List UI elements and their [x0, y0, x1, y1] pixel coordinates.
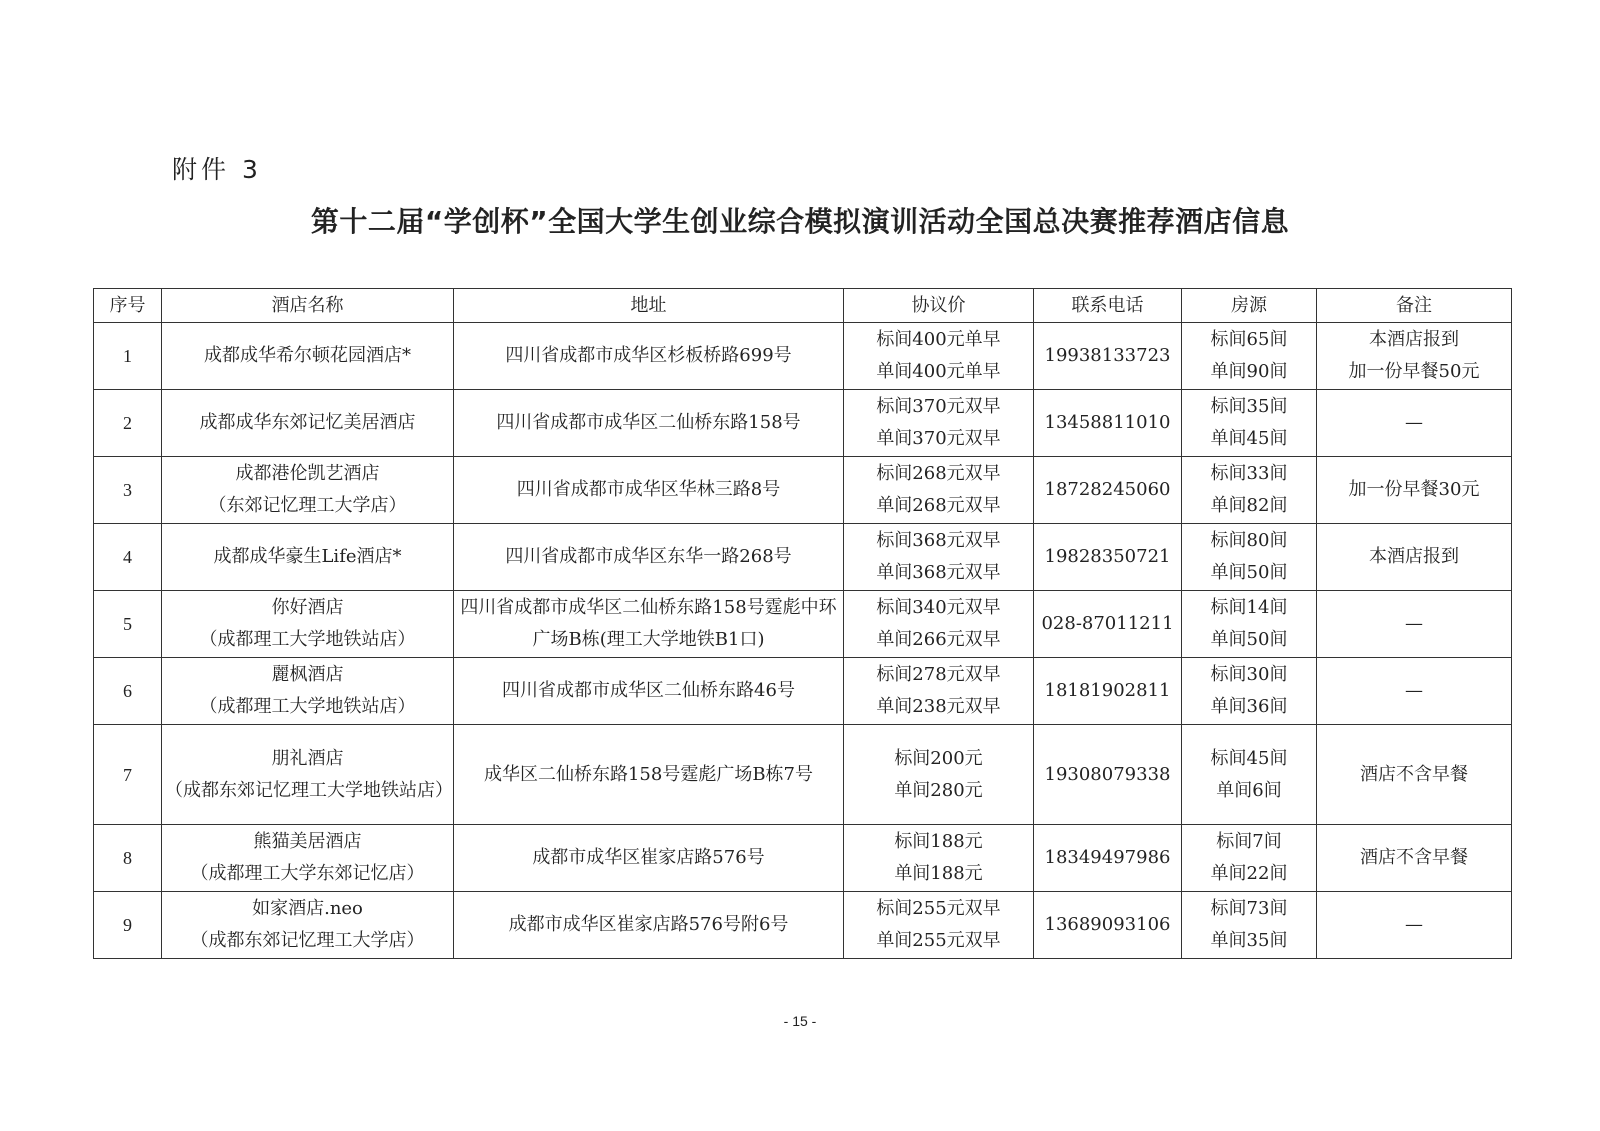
document-title: 第十二届“学创杯”全国大学生创业综合模拟演训活动全国总决赛推荐酒店信息 [310, 205, 1290, 238]
cell-remark: — [1317, 591, 1512, 658]
cell-price: 标间255元双早 单间255元双早 [844, 892, 1034, 959]
cell-price: 标间278元双早 单间238元双早 [844, 658, 1034, 725]
table-row [94, 323, 1512, 390]
hotel-table [93, 288, 1512, 959]
cell-phone: 18349497986 [1034, 825, 1182, 892]
cell-remark: 加一份早餐30元 [1317, 457, 1512, 524]
cell-hotel-name: 熊猫美居酒店 （成都理工大学东郊记忆店） [162, 825, 454, 892]
cell-no: 2 [94, 390, 162, 457]
cell-hotel-name: 成都成华希尔顿花园酒店* [162, 323, 454, 390]
page-number: - 15 - [783, 1013, 817, 1029]
table-header-row [94, 289, 1512, 323]
cell-phone: 18181902811 [1034, 658, 1182, 725]
cell-rooms: 标间35间 单间45间 [1182, 390, 1317, 457]
table-row [94, 825, 1512, 892]
cell-hotel-name: 成都港伦凯艺酒店 （东郊记忆理工大学店） [162, 457, 454, 524]
cell-no: 8 [94, 825, 162, 892]
table-row [94, 725, 1512, 825]
cell-address: 四川省成都市成华区杉板桥路699号 [454, 323, 844, 390]
header-hotel-name: 酒店名称 [162, 289, 454, 323]
header-address: 地址 [454, 289, 844, 323]
cell-hotel-name: 成都成华豪生Life酒店* [162, 524, 454, 591]
header-remark: 备注 [1317, 289, 1512, 323]
cell-address: 四川省成都市成华区二仙桥东路158号霆彪中环广场B栋(理工大学地铁B1口) [454, 591, 844, 658]
cell-phone: 19938133723 [1034, 323, 1182, 390]
cell-price: 标间200元 单间280元 [844, 725, 1034, 825]
cell-no: 6 [94, 658, 162, 725]
attachment-label: 附件 3 [172, 155, 262, 184]
header-price: 协议价 [844, 289, 1034, 323]
cell-phone: 18728245060 [1034, 457, 1182, 524]
cell-hotel-name: 成都成华东郊记忆美居酒店 [162, 390, 454, 457]
cell-remark: 酒店不含早餐 [1317, 825, 1512, 892]
cell-address: 成都市成华区崔家店路576号附6号 [454, 892, 844, 959]
cell-remark: 本酒店报到 加一份早餐50元 [1317, 323, 1512, 390]
cell-phone: 13458811010 [1034, 390, 1182, 457]
cell-price: 标间400元单早 单间400元单早 [844, 323, 1034, 390]
cell-phone: 19308079338 [1034, 725, 1182, 825]
cell-price: 标间370元双早 单间370元双早 [844, 390, 1034, 457]
table-row [94, 892, 1512, 959]
cell-rooms: 标间73间 单间35间 [1182, 892, 1317, 959]
cell-rooms: 标间80间 单间50间 [1182, 524, 1317, 591]
cell-hotel-name: 如家酒店.neo （成都东郊记忆理工大学店） [162, 892, 454, 959]
cell-no: 9 [94, 892, 162, 959]
table-row [94, 591, 1512, 658]
cell-hotel-name: 麗枫酒店 （成都理工大学地铁站店） [162, 658, 454, 725]
cell-rooms: 标间65间 单间90间 [1182, 323, 1317, 390]
table-row [94, 390, 1512, 457]
cell-phone: 13689093106 [1034, 892, 1182, 959]
cell-address: 四川省成都市成华区二仙桥东路46号 [454, 658, 844, 725]
cell-address: 四川省成都市成华区华林三路8号 [454, 457, 844, 524]
cell-price: 标间340元双早 单间266元双早 [844, 591, 1034, 658]
header-phone: 联系电话 [1034, 289, 1182, 323]
cell-rooms: 标间30间 单间36间 [1182, 658, 1317, 725]
cell-no: 3 [94, 457, 162, 524]
cell-no: 1 [94, 323, 162, 390]
cell-no: 7 [94, 725, 162, 825]
cell-remark: — [1317, 658, 1512, 725]
cell-remark: 本酒店报到 [1317, 524, 1512, 591]
cell-price: 标间368元双早 单间368元双早 [844, 524, 1034, 591]
cell-remark: — [1317, 892, 1512, 959]
cell-phone: 19828350721 [1034, 524, 1182, 591]
cell-address: 成都市成华区崔家店路576号 [454, 825, 844, 892]
cell-hotel-name: 朋礼酒店 （成都东郊记忆理工大学地铁站店） [162, 725, 454, 825]
table-row [94, 658, 1512, 725]
cell-remark: 酒店不含早餐 [1317, 725, 1512, 825]
cell-address: 四川省成都市成华区二仙桥东路158号 [454, 390, 844, 457]
cell-address: 四川省成都市成华区东华一路268号 [454, 524, 844, 591]
cell-phone: 028-87011211 [1034, 591, 1182, 658]
cell-remark: — [1317, 390, 1512, 457]
cell-price: 标间268元双早 单间268元双早 [844, 457, 1034, 524]
cell-hotel-name: 你好酒店 （成都理工大学地铁站店） [162, 591, 454, 658]
table-row [94, 457, 1512, 524]
cell-rooms: 标间45间 单间6间 [1182, 725, 1317, 825]
cell-address: 成华区二仙桥东路158号霆彪广场B栋7号 [454, 725, 844, 825]
cell-price: 标间188元 单间188元 [844, 825, 1034, 892]
cell-no: 5 [94, 591, 162, 658]
cell-rooms: 标间33间 单间82间 [1182, 457, 1317, 524]
cell-rooms: 标间14间 单间50间 [1182, 591, 1317, 658]
table-row [94, 524, 1512, 591]
cell-rooms: 标间7间 单间22间 [1182, 825, 1317, 892]
header-no: 序号 [94, 289, 162, 323]
header-rooms: 房源 [1182, 289, 1317, 323]
cell-no: 4 [94, 524, 162, 591]
